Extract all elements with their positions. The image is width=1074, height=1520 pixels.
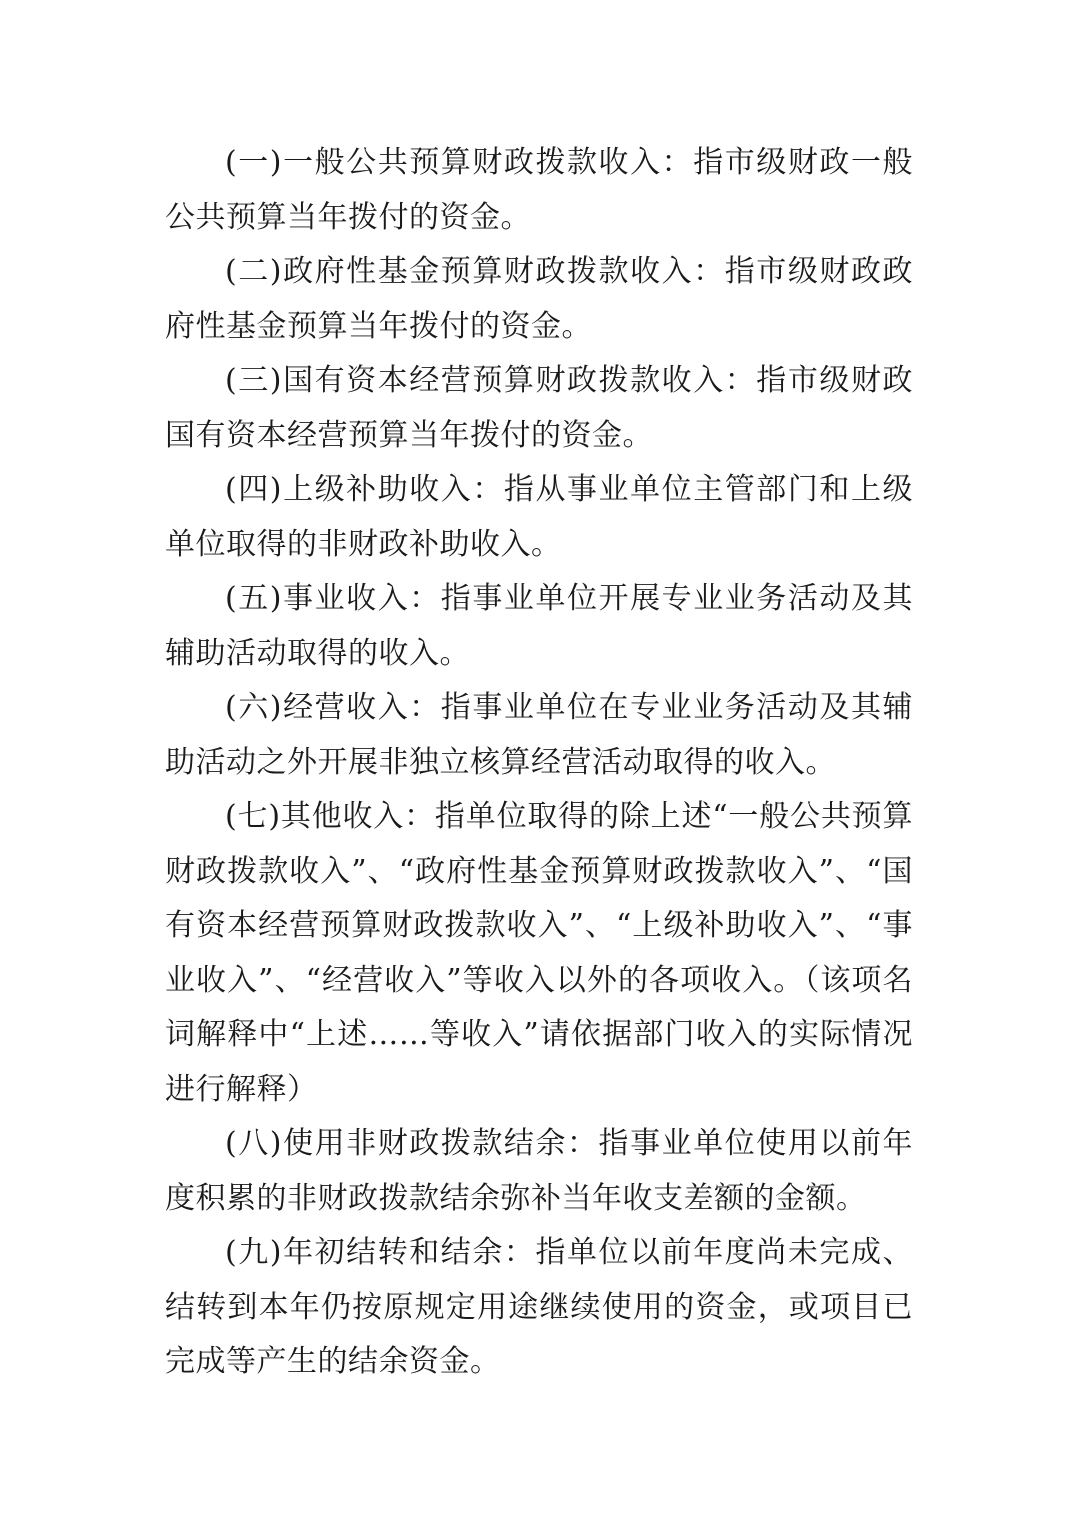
paragraph-7 [165,790,913,1117]
paragraph-4 [165,463,913,572]
paragraph-marker: (一) [225,145,283,180]
paragraph-text: 国有资本经营预算财政拨款收入：指市级财政国有资本经营预算当年拨付的资金。 [165,363,913,453]
paragraph-marker: (五) [225,581,283,616]
paragraph-3 [165,354,913,463]
paragraph-1 [165,136,913,245]
paragraph-text: 年初结转和结余：指单位以前年度尚未完成、结转到本年仍按原规定用途继续使用的资金，或项目已完成等产生的结余资金。 [165,1235,913,1379]
paragraph-marker: (六) [225,690,283,725]
paragraph-text: 政府性基金预算财政拨款收入：指市级财政政府性基金预算当年拨付的资金。 [165,254,913,344]
paragraph-text: 一般公共预算财政拨款收入：指市级财政一般公共预算当年拨付的资金。 [165,145,913,235]
paragraph-marker: (二) [225,254,283,289]
paragraph-8 [165,1117,913,1226]
paragraph-marker: (四) [225,472,283,507]
paragraph-text: 使用非财政拨款结余：指事业单位使用以前年度积累的非财政拨款结余弥补当年收支差额的金额。 [165,1126,913,1216]
paragraph-text: 其他收入：指单位取得的除上述“一般公共预算财政拨款收入”、“政府性基金预算财政拨款收入”、“国有资本经营预算财政拨款收入”、“上级补助收入”、“事业收入”、“经营收入”等收入以外的各项收入。（该项名词解释中“上述……等收入”请依据部门收入的实际情况进行解释） [165,799,913,1107]
paragraph-marker: (八) [225,1126,283,1161]
paragraph-2 [165,245,913,354]
paragraph-5 [165,572,913,681]
paragraph-text: 上级补助收入：指从事业单位主管部门和上级单位取得的非财政补助收入。 [165,472,913,562]
paragraph-text: 事业收入：指事业单位开展专业业务活动及其辅助活动取得的收入。 [165,581,913,671]
paragraph-marker: (七) [225,799,281,834]
paragraph-6 [165,681,913,790]
paragraph-marker: (九) [225,1235,283,1270]
paragraph-9 [165,1226,913,1390]
document-body [165,136,913,1390]
paragraph-marker: (三) [225,363,283,398]
paragraph-text: 经营收入：指事业单位在专业业务活动及其辅助活动之外开展非独立核算经营活动取得的收入。 [165,690,913,780]
